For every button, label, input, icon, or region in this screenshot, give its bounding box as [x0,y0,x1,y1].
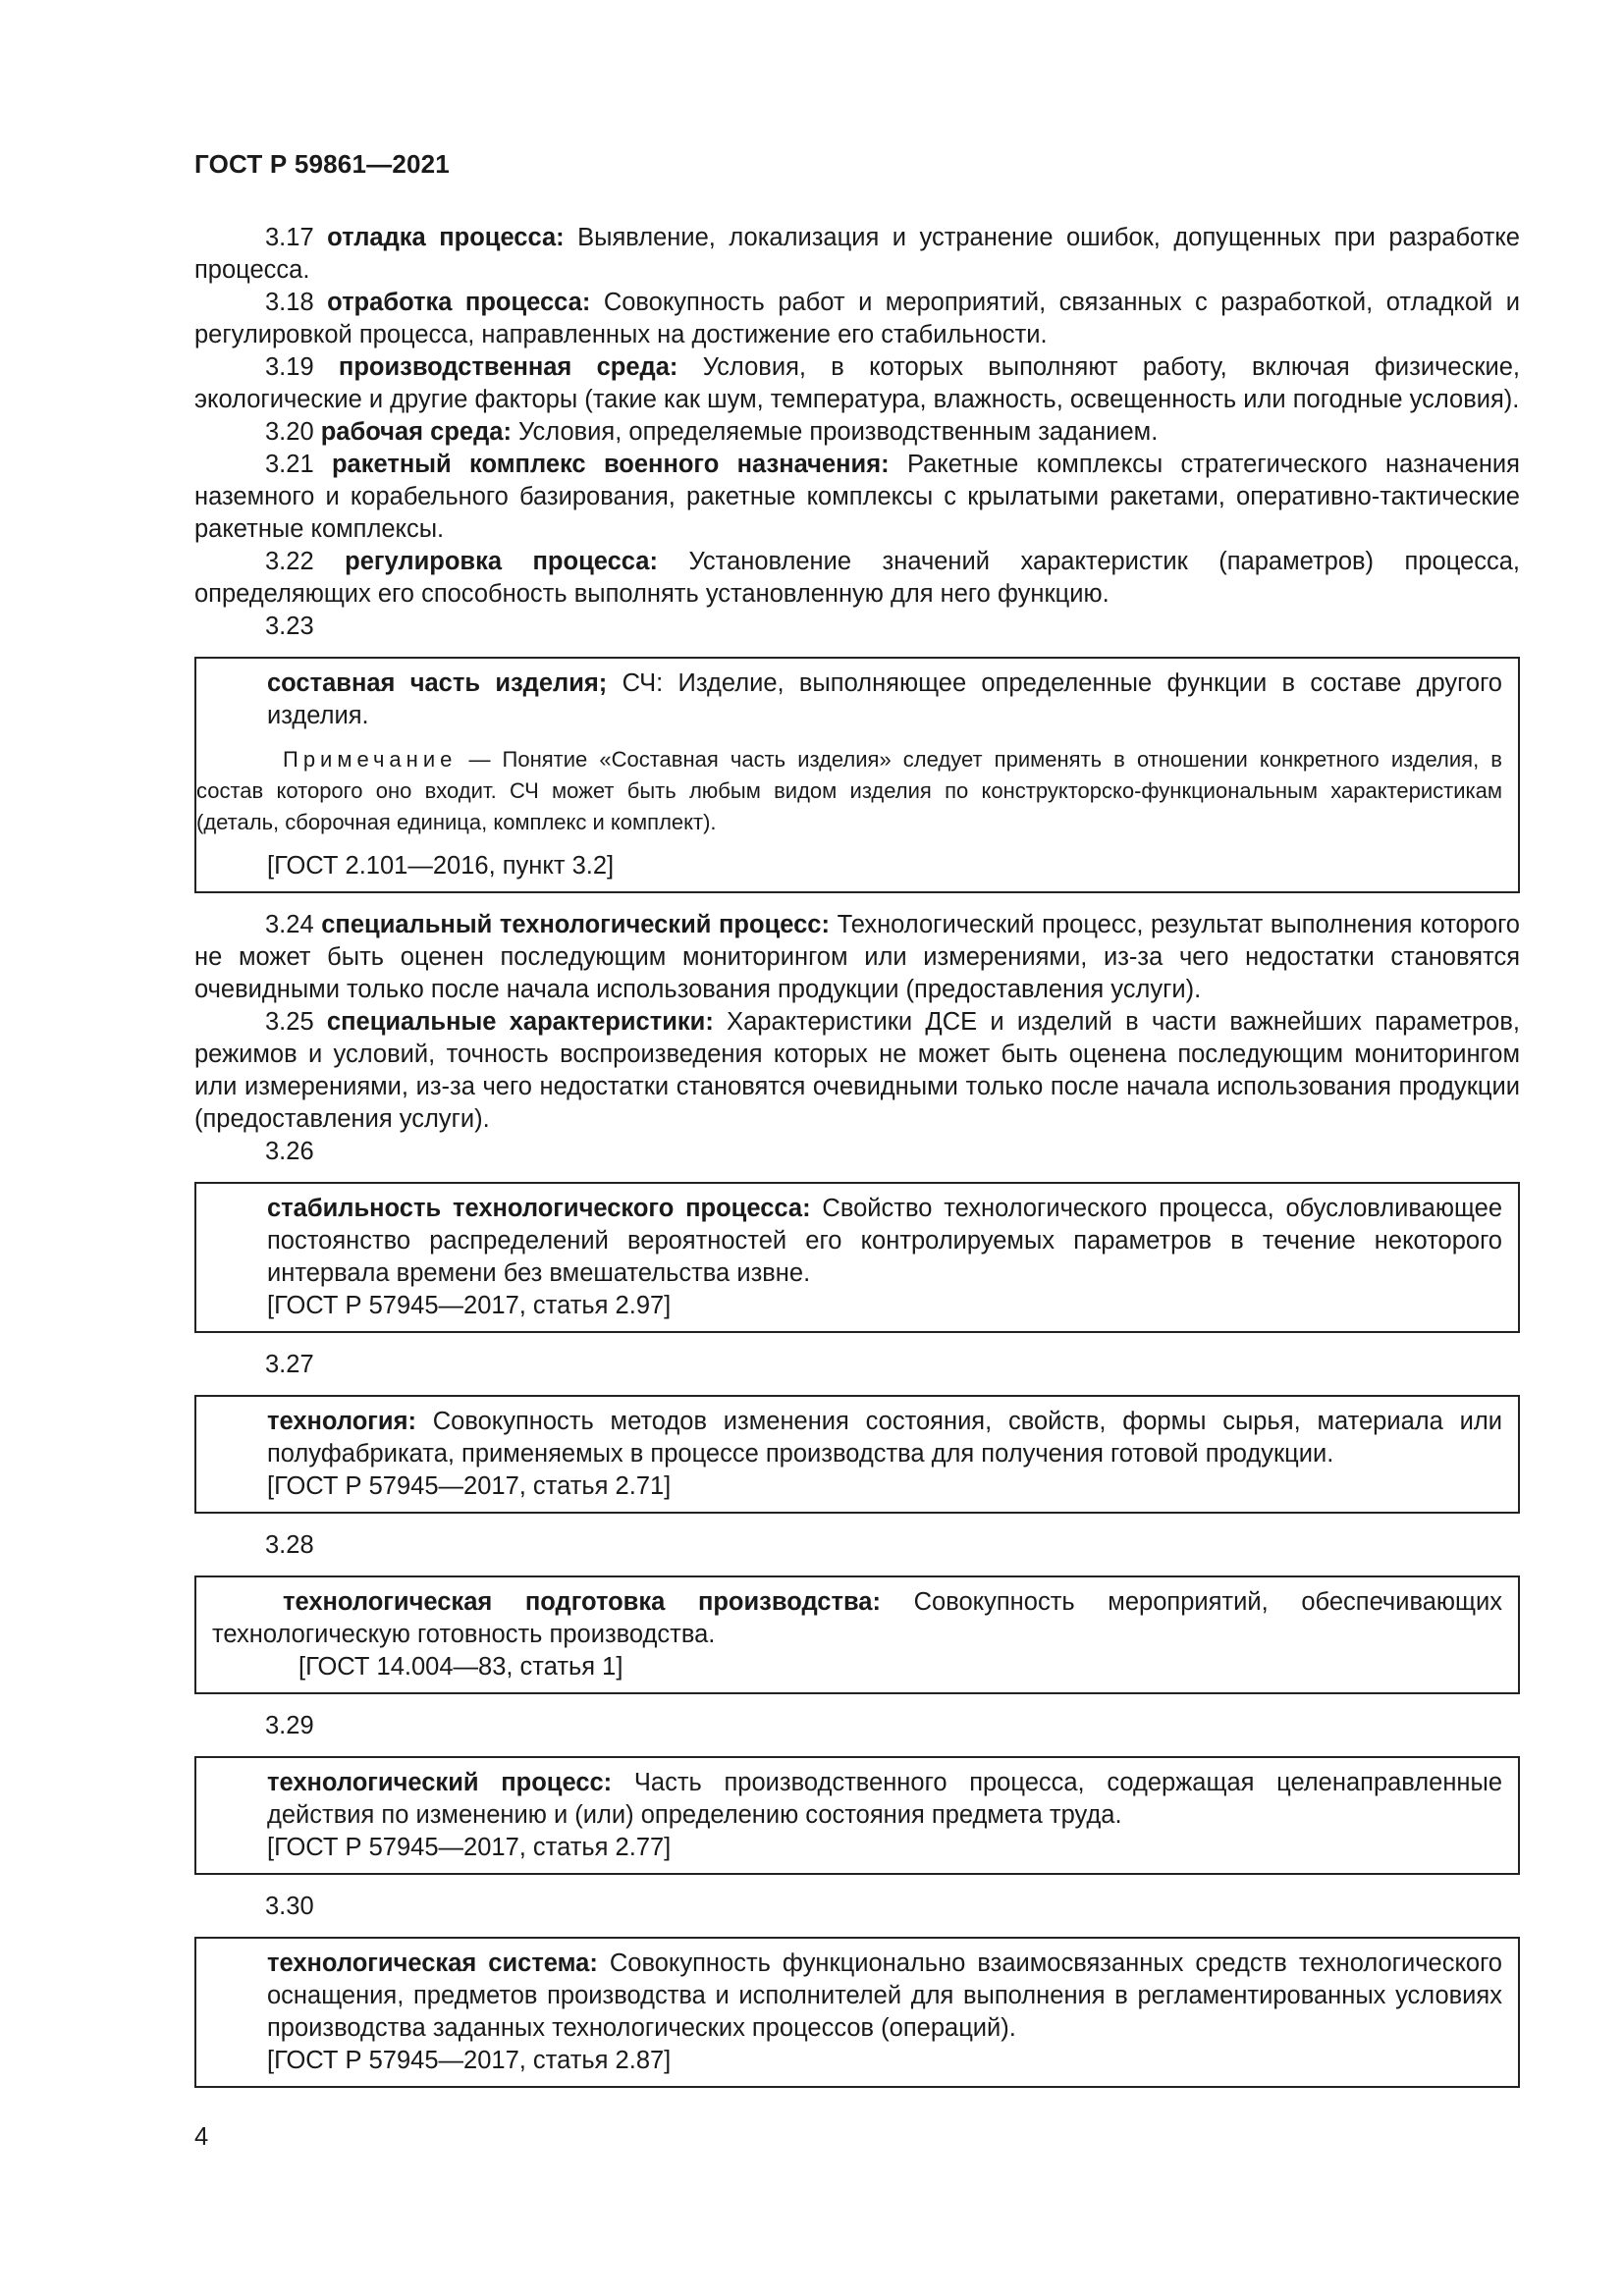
term-name: производственная среда: [338,353,678,381]
term-3-26-reference: [ГОСТ Р 57945—2017, статья 2.97] [267,1292,672,1319]
term-definition: Технологический процесс, результат выполнения которого не может быть оценен последующим мониторингом или измерениями, из-за чего недостатки становятся очевидными только после начала использования продукции (предоставления услуги). [194,911,1520,1003]
term-number: 3.19 [265,353,314,381]
term-3-27-definition [267,1406,1502,1470]
term-definition: Выявление, локализация и устранение ошибок, допущенных при разработке процесса. [194,224,1520,284]
term-name: специальные характеристики: [326,1008,714,1036]
term-name: технологическая система: [267,1949,598,1977]
term-3-17 [194,222,1520,287]
term-name: специальный технологический процесс: [321,911,830,938]
note-text: — Понятие «Составная часть изделия» следует применять в отношении конкретного изделия, в состав которого оно входит. СЧ может быть любым видом изделия по конструкторско-функциональным характеристикам (деталь, сборочная единица, комплекс и комплект). [196,747,1502,834]
term-3-19 [194,351,1520,416]
term-3-23-note [196,744,1502,838]
term-3-26-box [194,1182,1520,1333]
term-3-29-definition [267,1767,1502,1832]
term-3-29-number: 3.29 [265,1712,314,1739]
term-3-20 [194,416,1520,449]
term-number: 3.25 [265,1008,314,1036]
term-definition: Условия, определяемые производственным заданием. [518,418,1159,446]
term-name: технологический процесс: [267,1769,613,1796]
document-header: ГОСТ Р 59861—2021 [194,149,450,179]
term-definition: Совокупность методов изменения состояния, свойств, формы сырья, материала или полуфабриката, применяемых в процессе производства для получения готовой продукции. [267,1408,1502,1468]
note-label: Примечание [283,747,458,772]
term-3-18 [194,287,1520,351]
term-3-23-box [194,657,1520,893]
term-number: 3.22 [265,548,314,575]
term-3-21 [194,449,1520,546]
term-3-26-definition [267,1193,1502,1290]
term-3-28-reference: [ГОСТ 14.004—83, статья 1] [298,1653,623,1681]
term-3-28-number: 3.28 [265,1531,314,1559]
term-definition: Совокупность мероприятий, обеспечивающих технологическую готовность производства. [212,1588,1502,1648]
term-3-26-number: 3.26 [265,1138,314,1165]
term-3-27-number: 3.27 [265,1351,314,1378]
page-number: 4 [194,2123,209,2151]
term-3-30-definition [267,1948,1502,2045]
term-number: 3.18 [265,289,314,316]
term-3-28-box [194,1575,1520,1694]
term-definition: Совокупность работ и мероприятий, связанных с разработкой, отладкой и регулировкой процесса, направленных на достижение его стабильности. [194,289,1520,348]
term-definition: Часть производственного процесса, содержащая целенаправленные действия по изменению и (или) определению состояния предмета труда. [267,1769,1502,1829]
term-number: 3.21 [265,451,314,478]
term-name: отладка процесса: [327,224,565,251]
term-definition: Условия, в которых выполняют работу, включая физические, экологические и другие факторы (такие как шум, температура, влажность, освещенность или погодные условия). [194,353,1520,413]
term-number: 3.20 [265,418,314,446]
term-number: 3.24 [265,911,314,938]
term-definition: СЧ: Изделие, выполняющее определенные функции в составе другого изделия. [267,669,1502,729]
term-definition: Свойство технологического процесса, обусловливающее постоянство распределений вероятностей его контролируемых параметров в течение некоторого интервала времени без вмешательства извне. [267,1195,1503,1287]
term-3-27-reference: [ГОСТ Р 57945—2017, статья 2.71] [267,1472,672,1500]
term-3-23-reference: [ГОСТ 2.101—2016, пункт 3.2] [267,852,615,880]
term-definition: Характеристики ДСЕ и изделий в части важнейших параметров, режимов и условий, точность воспроизведения которых не может быть оценена последующим мониторингом или измерениями, из-за чего недостатки становятся очевидными только после начала использования продукции (предоставления услуги). [194,1008,1520,1133]
term-3-22 [194,546,1520,611]
term-name: технология: [267,1408,416,1435]
term-definition: Установление значений характеристик (параметров) процесса, определяющих его способность выполнять установленную для него функцию. [194,548,1520,608]
term-definition: Ракетные комплексы стратегического назначения наземного и корабельного базирования, ракетные комплексы с крылатыми ракетами, оперативно-тактические ракетные комплексы. [194,451,1520,543]
term-3-30-number: 3.30 [265,1893,314,1920]
term-3-28-definition [212,1586,1502,1651]
term-number: 3.17 [265,224,314,251]
term-name: ракетный комплекс военного назначения: [331,451,890,478]
term-3-25 [194,1006,1520,1136]
term-3-23-number: 3.23 [265,613,314,640]
term-3-30-box [194,1937,1520,2088]
term-definition: Совокупность функционально взаимосвязанных средств технологического оснащения, предметов производства и исполнителей для выполнения в регламентированных условиях производства заданных технологических процессов (операций). [267,1949,1502,2042]
term-name: составная часть изделия; [267,669,608,697]
term-3-23-definition [267,667,1502,732]
term-name: отработка процесса: [327,289,591,316]
term-3-27-box [194,1395,1520,1514]
terms-section [194,222,1520,2104]
term-name: стабильность технологического процесса: [267,1195,811,1222]
term-name: регулировка процесса: [345,548,658,575]
term-3-29-box [194,1756,1520,1875]
term-name: рабочая среда: [320,418,512,446]
term-3-29-reference: [ГОСТ Р 57945—2017, статья 2.77] [267,1834,672,1861]
term-name: технологическая подготовка производства: [283,1588,881,1616]
term-3-24 [194,909,1520,1006]
term-3-30-reference: [ГОСТ Р 57945—2017, статья 2.87] [267,2047,672,2074]
